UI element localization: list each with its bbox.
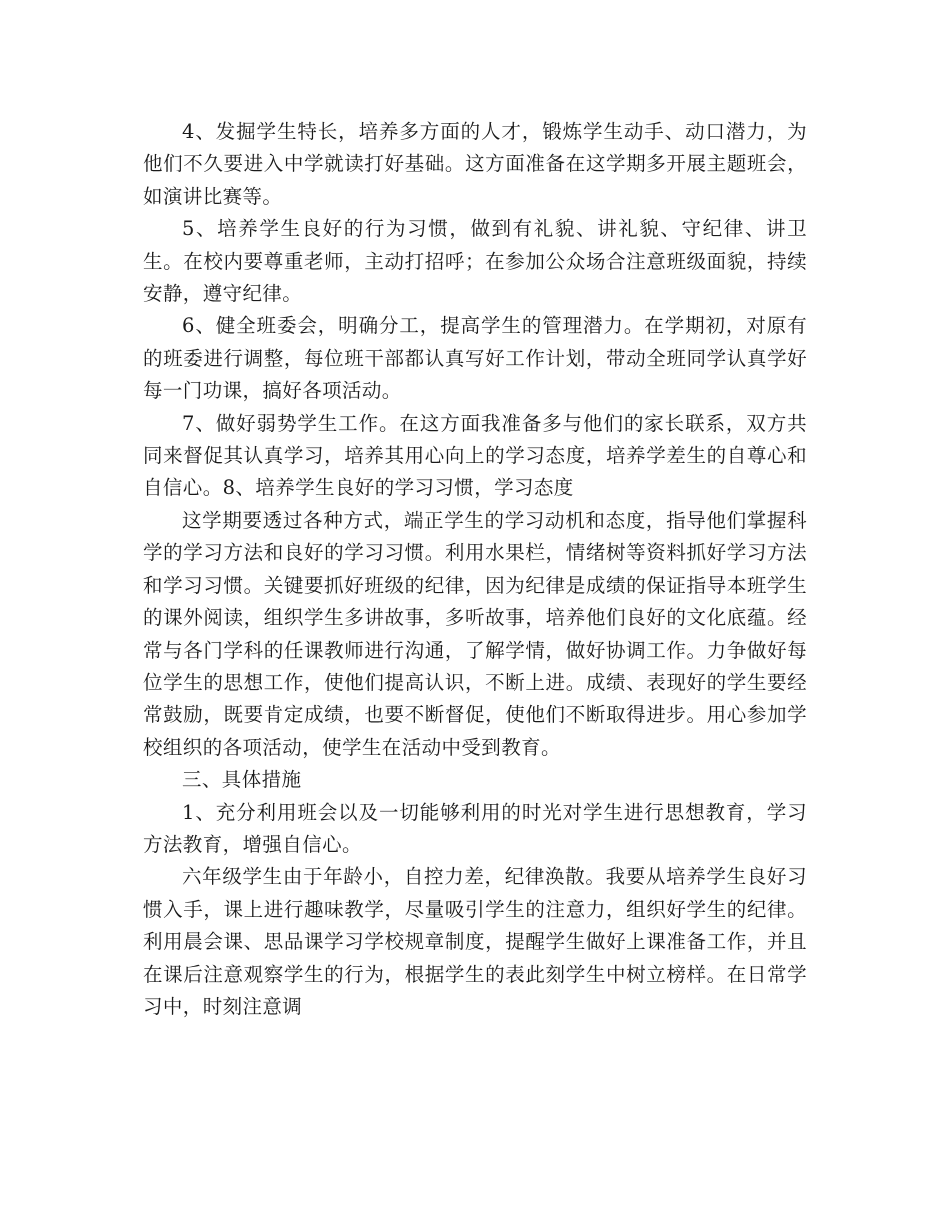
paragraph-item-4: 4、发掘学生特长，培养多方面的人才，锻炼学生动手、动口潜力，为他们不久要进入中学就读打好基础。这方面准备在这学期多开展主题班会，如演讲比赛等。: [143, 120, 807, 208]
section-heading-measures: 三、具体措施: [182, 768, 302, 792]
paragraph-item-6: 6、健全班委会，明确分工，提高学生的管理潜力。在学期初，对原有的班委进行调整，每位班干部都认真写好工作计划，带动全班同学认真学好每一门功课，搞好各项活动。: [143, 314, 807, 403]
paragraph-item-5: 5、培养学生良好的行为习惯，做到有礼貌、讲礼貌、守纪律、讲卫生。在校内要尊重老师，主动打招呼；在参加公众场合注意班级面貌，持续安静，遵守纪律。: [143, 217, 807, 306]
paragraph-grade-six: 六年级学生由于年龄小，自控力差，纪律涣散。我要从培养学生良好习惯入手，课上进行趣味教学，尽量吸引学生的注意力，组织好学生的纪律。利用晨会课、思品课学习学校规章制度，提醒学生做好上课准备工作，并且在课后注意观察学生的行为，根据学生的表此刻学生中树立榜样。在日常学习中，时刻注意调: [143, 865, 807, 1018]
paragraph-item-7: 7、做好弱势学生工作。在这方面我准备多与他们的家长联系，双方共同来督促其认真学习，培养其用心向上的学习态度，培养学差生的自尊心和自信心。8、培养学生良好的学习习惯，学习态度: [143, 411, 807, 500]
paragraph-study-habits: 这学期要透过各种方式，端正学生的学习动机和态度，指导他们掌握科学的学习方法和良好的学习习惯。利用水果栏，情绪树等资料抓好学习方法和学习习惯。关键要抓好班级的纪律，因为纪律是成绩的保证指导本班学生的课外阅读，组织学生多讲故事，多听故事，培养他们良好的文化底蕴。经常与各门学科的任课教师进行沟通，了解学情，做好协调工作。力争做好每位学生的思想工作，使他们提高认识，不断上进。成绩、表现好的学生要经常鼓励，既要肯定成绩，也要不断督促，使他们不断取得进步。用心参加学校组织的各项活动，使学生在活动中受到教育。: [143, 508, 807, 759]
document-body: [143, 116, 807, 1023]
paragraph-measure-1: 1、充分利用班会以及一切能够利用的时光对学生进行思想教育，学习方法教育，增强自信心。: [143, 800, 807, 856]
